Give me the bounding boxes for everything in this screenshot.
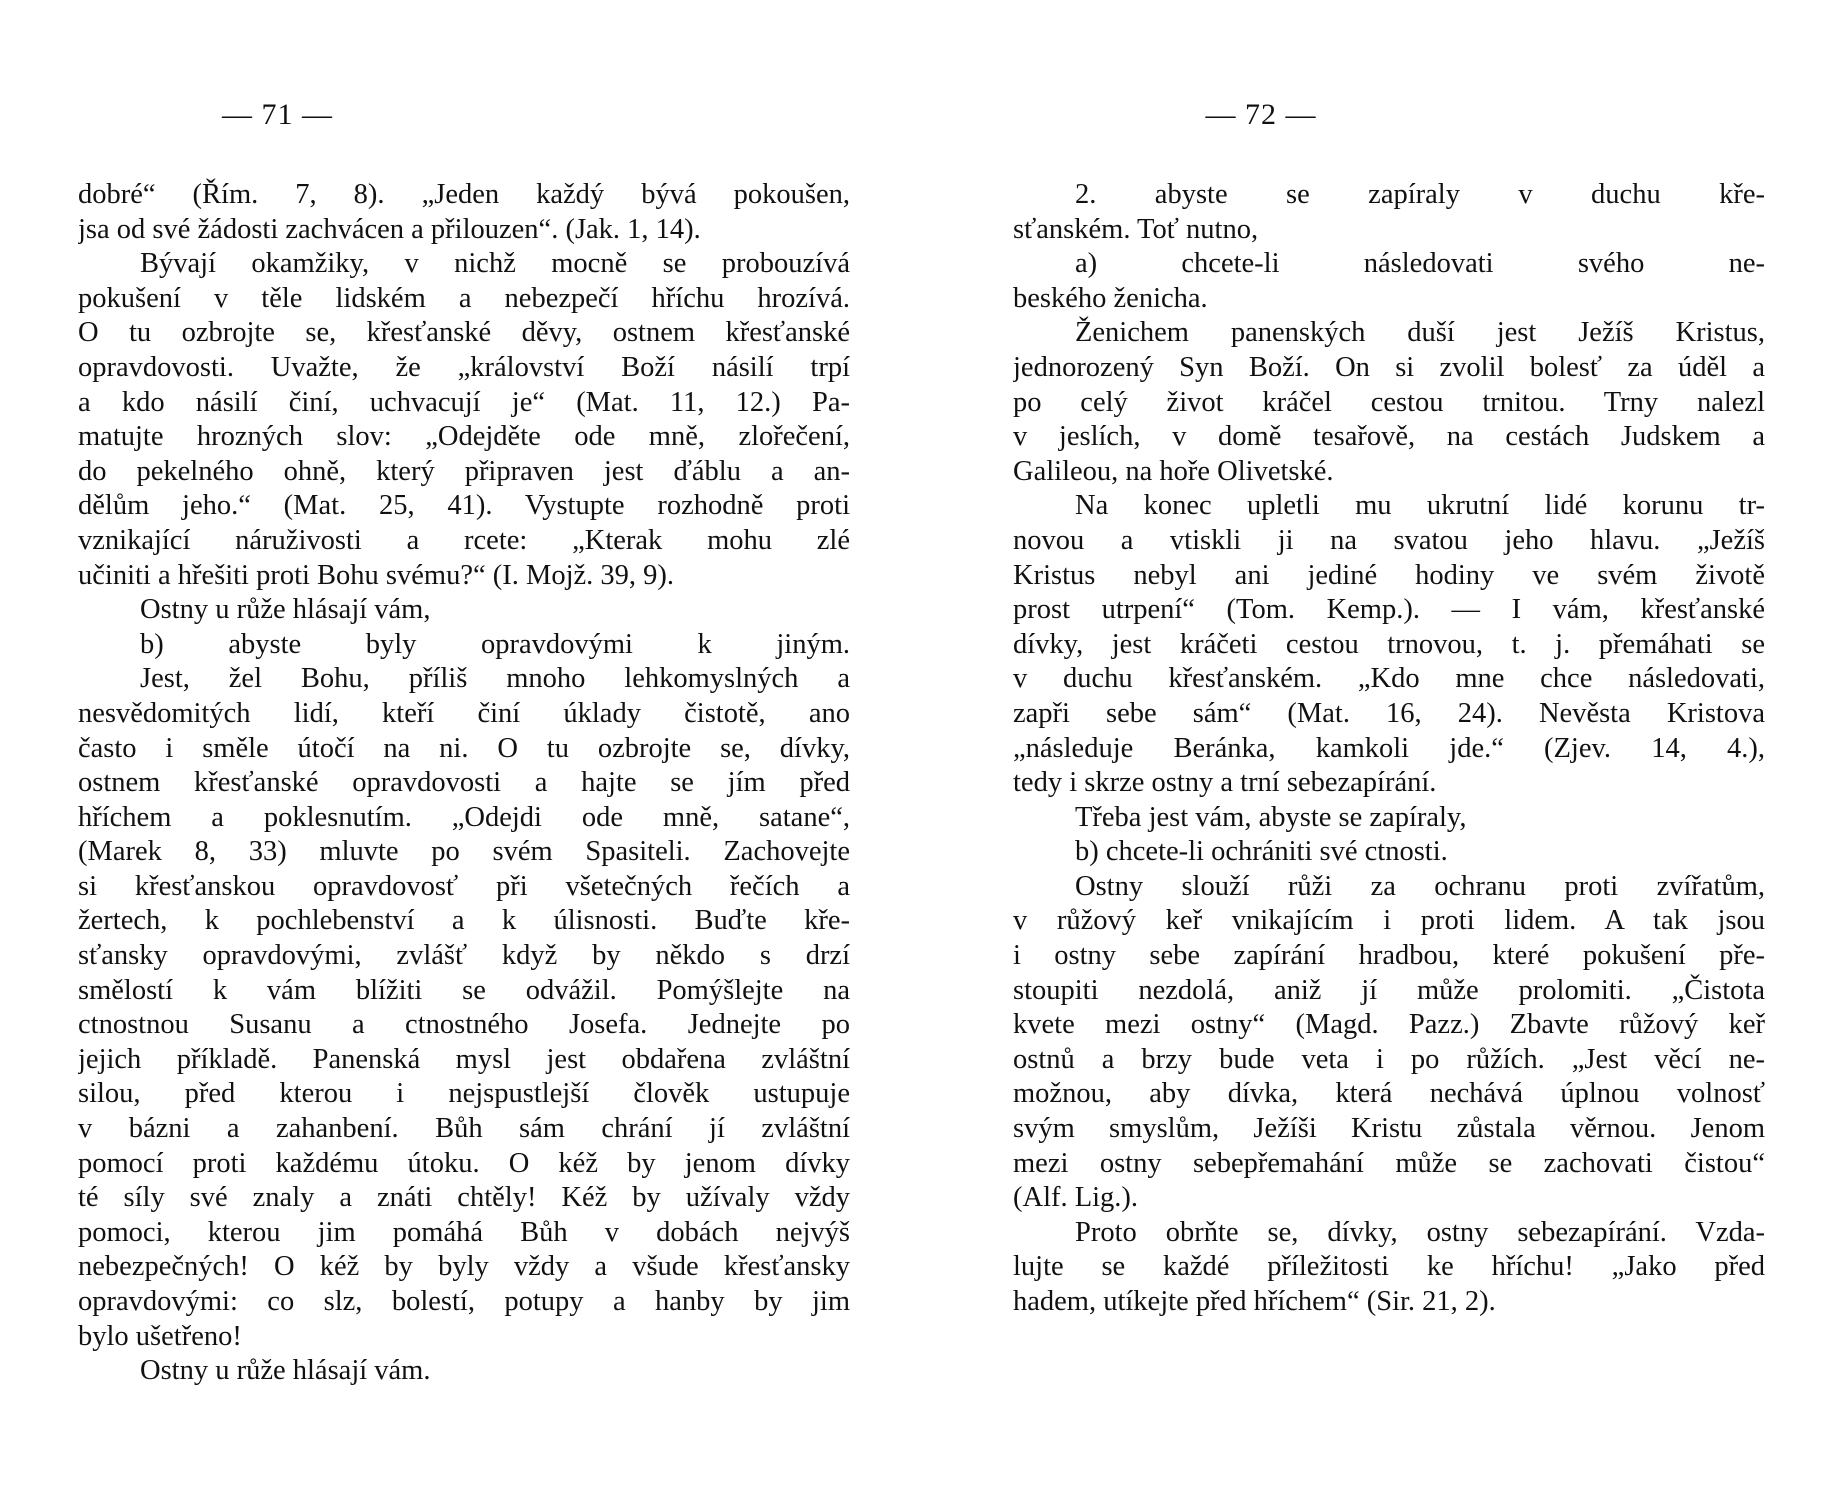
text-line: mezi ostny sebepřemahání může se zachovati čistou“ xyxy=(1013,1147,1765,1179)
text-line: nesvědomitých lidí, kteří činí úklady čistotě, ano xyxy=(78,697,850,729)
text-line: (Marek 8, 33) mluvte po svém Spasiteli. Zachovejte xyxy=(78,836,850,868)
text-line: ostnem křesťanské opravdovosti a hajte se jím před xyxy=(78,767,850,799)
text-line: sťansky opravdovými, zvlášť když by někdo s drzí xyxy=(78,940,850,972)
text-line: v růžový keř vnikajícím i proti lidem. A tak jsou xyxy=(1013,905,1765,937)
text-line: (Alf. Lig.). xyxy=(1013,1182,1139,1214)
text-line: beského ženicha. xyxy=(1013,282,1208,314)
text-line: lujte se každé příležitosti ke hříchu! „Jako před xyxy=(1013,1251,1765,1283)
text-line: Ženichem panenských duší jest Ježíš Kristus, xyxy=(1075,317,1765,349)
text-line: Jest, žel Bohu, příliš mnoho lehkomyslných a xyxy=(140,663,850,695)
text-line: učiniti a hřešiti proti Bohu svému?“ (I. Mojž. 39, 9). xyxy=(78,559,675,591)
text-line: Kristus nebyl ani jediné hodiny ve svém životě xyxy=(1013,559,1765,591)
text-line: matujte hrozných slov: „Odejděte ode mně, zlořečení, xyxy=(78,421,850,453)
text-line: jednorozený Syn Boží. On si zvolil bolesť za úděl a xyxy=(1013,351,1765,383)
text-line: v bázni a zahanbení. Bůh sám chrání jí zvláštní xyxy=(78,1113,850,1145)
page-number: — 72 — xyxy=(1205,98,1317,131)
text-line: po celý život kráčel cestou trnitou. Trny nalezl xyxy=(1013,386,1765,418)
text-line: hříchem a poklesnutím. „Odejdi ode mně, satane“, xyxy=(78,801,850,833)
text-line: v jeslích, v domě tesařově, na cestách Judskem a xyxy=(1013,421,1765,453)
text-line: Ostny u růže hlásají vám, xyxy=(140,594,431,626)
text-line: Na konec upletli mu ukrutní lidé korunu tr- xyxy=(1075,490,1765,522)
text-line: tedy i skrze ostny a trní sebezapírání. xyxy=(1013,767,1437,799)
text-line: a) chcete-li následovati svého ne- xyxy=(1075,248,1765,280)
page-number: — 71 — xyxy=(222,98,333,131)
text-line: 2. abyste se zapíraly v duchu kře- xyxy=(1075,179,1765,210)
right-page xyxy=(921,0,1842,1500)
text-line: opravdovými: co slz, bolestí, potupy a hanby by jim xyxy=(78,1286,850,1317)
text-line: Třeba jest vám, abyste se zapíraly, xyxy=(1075,801,1467,833)
text-line: dívky, jest kráčeti cestou trnovou, t. j. přemáhati se xyxy=(1013,628,1765,660)
text-line: svým smyslům, Ježíši Kristu zůstala věrnou. Jenom xyxy=(1013,1113,1765,1145)
text-line: té síly své znaly a znáti chtěly! Kéž by užívaly vždy xyxy=(78,1182,850,1214)
text-line: Bývají okamžiky, v nichž mocně se probouzívá xyxy=(140,248,850,280)
text-line: pomoci, kterou jim pomáhá Bůh v dobách nejvýš xyxy=(78,1216,850,1248)
text-line: jejich příkladě. Panenská mysl jest obdařena zvláštní xyxy=(78,1043,850,1075)
text-line: hadem, utíkejte před hříchem“ (Sir. 21, 2). xyxy=(1013,1286,1496,1317)
text-line: prost utrpení“ (Tom. Kemp.). — I vám, křesťanské xyxy=(1013,594,1765,626)
text-line: často i směle útočí na ni. O tu ozbrojte se, dívky, xyxy=(78,732,850,764)
text-line: žertech, k pochlebenství a k úlisnosti. Buďte kře- xyxy=(78,905,850,937)
text-line: O tu ozbrojte se, křesťanské děvy, ostnem křesťanské xyxy=(78,317,850,349)
text-line: bylo ušetřeno! xyxy=(78,1320,242,1352)
text-line: Galileou, na hoře Olivetské. xyxy=(1013,455,1334,487)
text-line: smělostí k vám blížiti se odvážil. Pomýšlejte na xyxy=(78,974,850,1006)
text-line: ostnů a brzy bude veta i po růžích. „Jest věcí ne- xyxy=(1013,1043,1765,1075)
text-line: Proto obrňte se, dívky, ostny sebezapírání. Vzda- xyxy=(1075,1216,1765,1248)
text-line: Ostny u růže hlásají vám. xyxy=(140,1355,431,1387)
text-line: „následuje Beránka, kamkoli jde.“ (Zjev. 14, 4.), xyxy=(1013,732,1765,764)
page-text xyxy=(1013,178,1765,1320)
text-line: a kdo násilí činí, uchvacují je“ (Mat. 11, 12.) Pa- xyxy=(78,386,850,418)
text-line: možnou, aby dívka, která nechává úplnou volnosť xyxy=(1013,1078,1765,1110)
text-line: b) abyste byly opravdovými k jiným. xyxy=(140,628,850,660)
text-line: sťanském. Toť nutno, xyxy=(1013,213,1259,245)
text-line: novou a vtiskli ji na svatou jeho hlavu. „Ježíš xyxy=(1013,524,1765,556)
text-line: vznikající náruživosti a rcete: „Kterak mohu zlé xyxy=(78,524,850,556)
text-line: zapři sebe sám“ (Mat. 16, 24). Nevěsta Kristova xyxy=(1013,697,1765,729)
text-line: ctnostnou Susanu a ctnostného Josefa. Jednejte po xyxy=(78,1009,850,1041)
page-text xyxy=(78,178,850,1389)
text-line: jsa od své žádosti zachvácen a přilouzen“. (Jak. 1, 14). xyxy=(78,213,701,245)
text-line: si křesťanskou opravdovosť při všetečných řečích a xyxy=(78,870,850,902)
text-line: b) chcete-li ochrániti své ctnosti. xyxy=(1075,836,1448,868)
text-line: dělům jeho.“ (Mat. 25, 41). Vystupte rozhodně proti xyxy=(78,490,850,522)
text-line: stoupiti nezdolá, aniž jí může prolomiti. „Čistota xyxy=(1013,974,1765,1006)
text-line: do pekelného ohně, který připraven jest ďáblu a an- xyxy=(78,455,850,487)
text-line: opravdovosti. Uvažte, že „království Boží násilí trpí xyxy=(78,351,850,383)
text-line: pomocí proti každému útoku. O kéž by jenom dívky xyxy=(78,1147,850,1179)
text-line: i ostny sebe zapírání hradbou, které pokušení pře- xyxy=(1013,940,1765,972)
text-line: v duchu křesťanském. „Kdo mne chce následovati, xyxy=(1013,663,1765,695)
text-line: kvete mezi ostny“ (Magd. Pazz.) Zbavte růžový keř xyxy=(1013,1009,1765,1041)
text-line: nebezpečných! O kéž by byly vždy a všude křesťansky xyxy=(78,1251,850,1283)
text-line: Ostny slouží růži za ochranu proti zvířatům, xyxy=(1075,870,1765,902)
text-line: silou, před kterou i nejspustlejší člověk ustupuje xyxy=(78,1078,850,1110)
text-line: dobré“ (Řím. 7, 8). „Jeden každý bývá pokoušen, xyxy=(78,179,850,210)
text-line: pokušení v těle lidském a nebezpečí hříchu hrozívá. xyxy=(78,282,850,314)
